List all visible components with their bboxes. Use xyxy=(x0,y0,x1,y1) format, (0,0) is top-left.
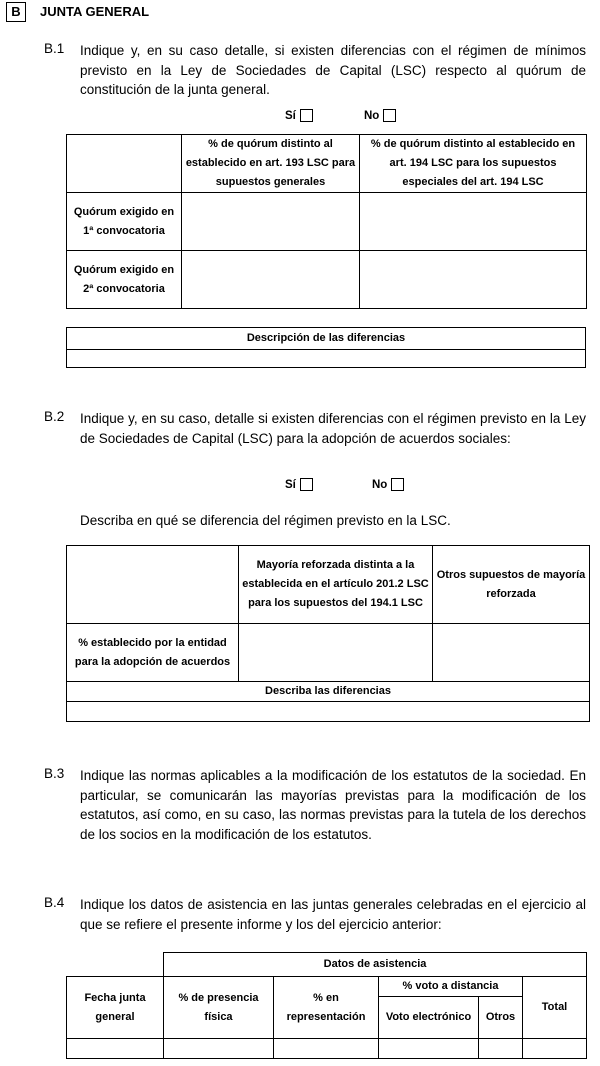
b1-row2-col1-cell[interactable] xyxy=(182,251,360,309)
b4-attendance-table xyxy=(66,952,587,1059)
b4-total-header: Total xyxy=(523,977,587,1039)
b1-description-table xyxy=(66,327,586,368)
b1-row1-col1-cell[interactable] xyxy=(182,193,360,251)
b1-row2-col2-cell[interactable] xyxy=(360,251,587,309)
b2-table-corner xyxy=(67,546,239,624)
b4-otros-header: Otros xyxy=(479,997,523,1039)
b2-no-option[interactable] xyxy=(372,478,404,491)
b1-table-corner xyxy=(67,135,182,193)
b2-describe-instruction: Describa en qué se diferencia del régimen previsto en la LSC. xyxy=(80,513,451,528)
b4-data-cell-fecha[interactable] xyxy=(67,1039,164,1059)
b3-number: B.3 xyxy=(44,766,65,781)
b2-no-label: No xyxy=(372,478,388,491)
b4-representacion-header: % en representación xyxy=(274,977,379,1039)
b1-yes-option[interactable] xyxy=(285,109,313,122)
b1-col2-header: % de quórum distinto al establecido en art. 194 LSC para los supuestos especiales del art. 194 LSC xyxy=(360,135,587,193)
b1-text: Indique y, en su caso detalle, si existen diferencias con el régimen de mínimos previsto en la Ley de Sociedades de Capital (LSC) respecto al quórum de constitución de la junta general. xyxy=(80,43,586,97)
b2-col1-header: Mayoría reforzada distinta a la establecida en el artículo 201.2 LSC para los supuestos del 194.1 LSC xyxy=(239,546,433,624)
b1-no-option[interactable] xyxy=(364,109,396,122)
b4-number: B.4 xyxy=(44,895,65,910)
b4-presencia-header: % de presencia física xyxy=(164,977,274,1039)
b1-no-checkbox[interactable] xyxy=(383,109,396,122)
b4-data-cell-representacion[interactable] xyxy=(274,1039,379,1059)
b4-table-blank xyxy=(67,953,164,977)
b2-yes-label: Sí xyxy=(285,478,296,491)
b2-majority-table xyxy=(66,545,590,722)
b1-yes-checkbox[interactable] xyxy=(300,109,313,122)
b1-description-header: Descripción de las diferencias xyxy=(67,328,586,350)
b1-col1-header: % de quórum distinto al establecido en art. 193 LSC para supuestos generales xyxy=(182,135,360,193)
b2-text: Indique y, en su caso, detalle si existen diferencias con el régimen previsto en la Ley de Sociedades de Capital (LSC) para la adopción de acuerdos sociales: xyxy=(80,411,586,446)
section-title: JUNTA GENERAL xyxy=(40,4,150,19)
b2-no-checkbox[interactable] xyxy=(391,478,404,491)
b1-number: B.1 xyxy=(44,41,65,56)
section-letter-box: B xyxy=(6,2,26,22)
b1-quorum-table xyxy=(66,134,587,309)
b3-text: Indique las normas aplicables a la modificación de los estatutos de la sociedad. En particular, se comunicarán las mayorías previstas para la modificación de los estatutos, así como, en su caso, las normas previstas para la tutela de los derechos de los socios en la modificación de los estatutos. xyxy=(80,768,586,842)
b4-group-header: Datos de asistencia xyxy=(164,953,587,977)
b1-row2-label: Quórum exigido en 2ª convocatoria xyxy=(67,251,182,309)
b2-row-col1-cell[interactable] xyxy=(239,624,433,682)
b4-text: Indique los datos de asistencia en las juntas generales celebradas en el ejercicio al que se refiere el presente informe y los del ejercicio anterior: xyxy=(80,897,586,932)
b2-col2-header: Otros supuestos de mayoría reforzada xyxy=(433,546,590,624)
b1-no-label: No xyxy=(364,109,380,122)
b4-voto-header: Voto electrónico xyxy=(379,997,479,1039)
b4-data-cell-voto[interactable] xyxy=(379,1039,479,1059)
b2-number: B.2 xyxy=(44,409,65,424)
b1-description-cell[interactable] xyxy=(67,350,586,368)
b1-yes-label: Sí xyxy=(285,109,296,122)
b2-row-col2-cell[interactable] xyxy=(433,624,590,682)
b2-yes-option[interactable] xyxy=(285,478,313,491)
b4-data-cell-otros[interactable] xyxy=(479,1039,523,1059)
b1-row1-col2-cell[interactable] xyxy=(360,193,587,251)
b4-data-cell-total[interactable] xyxy=(523,1039,587,1059)
b2-row-label: % establecido por la entidad para la adopción de acuerdos xyxy=(67,624,239,682)
b4-distancia-header: % voto a distancia xyxy=(379,977,523,997)
b4-data-cell-presencia[interactable] xyxy=(164,1039,274,1059)
b2-yes-checkbox[interactable] xyxy=(300,478,313,491)
b2-differences-cell[interactable] xyxy=(67,702,590,722)
b4-fecha-header: Fecha junta general xyxy=(67,977,164,1039)
b1-row1-label: Quórum exigido en 1ª convocatoria xyxy=(67,193,182,251)
b2-differences-header: Describa las diferencias xyxy=(67,682,590,702)
